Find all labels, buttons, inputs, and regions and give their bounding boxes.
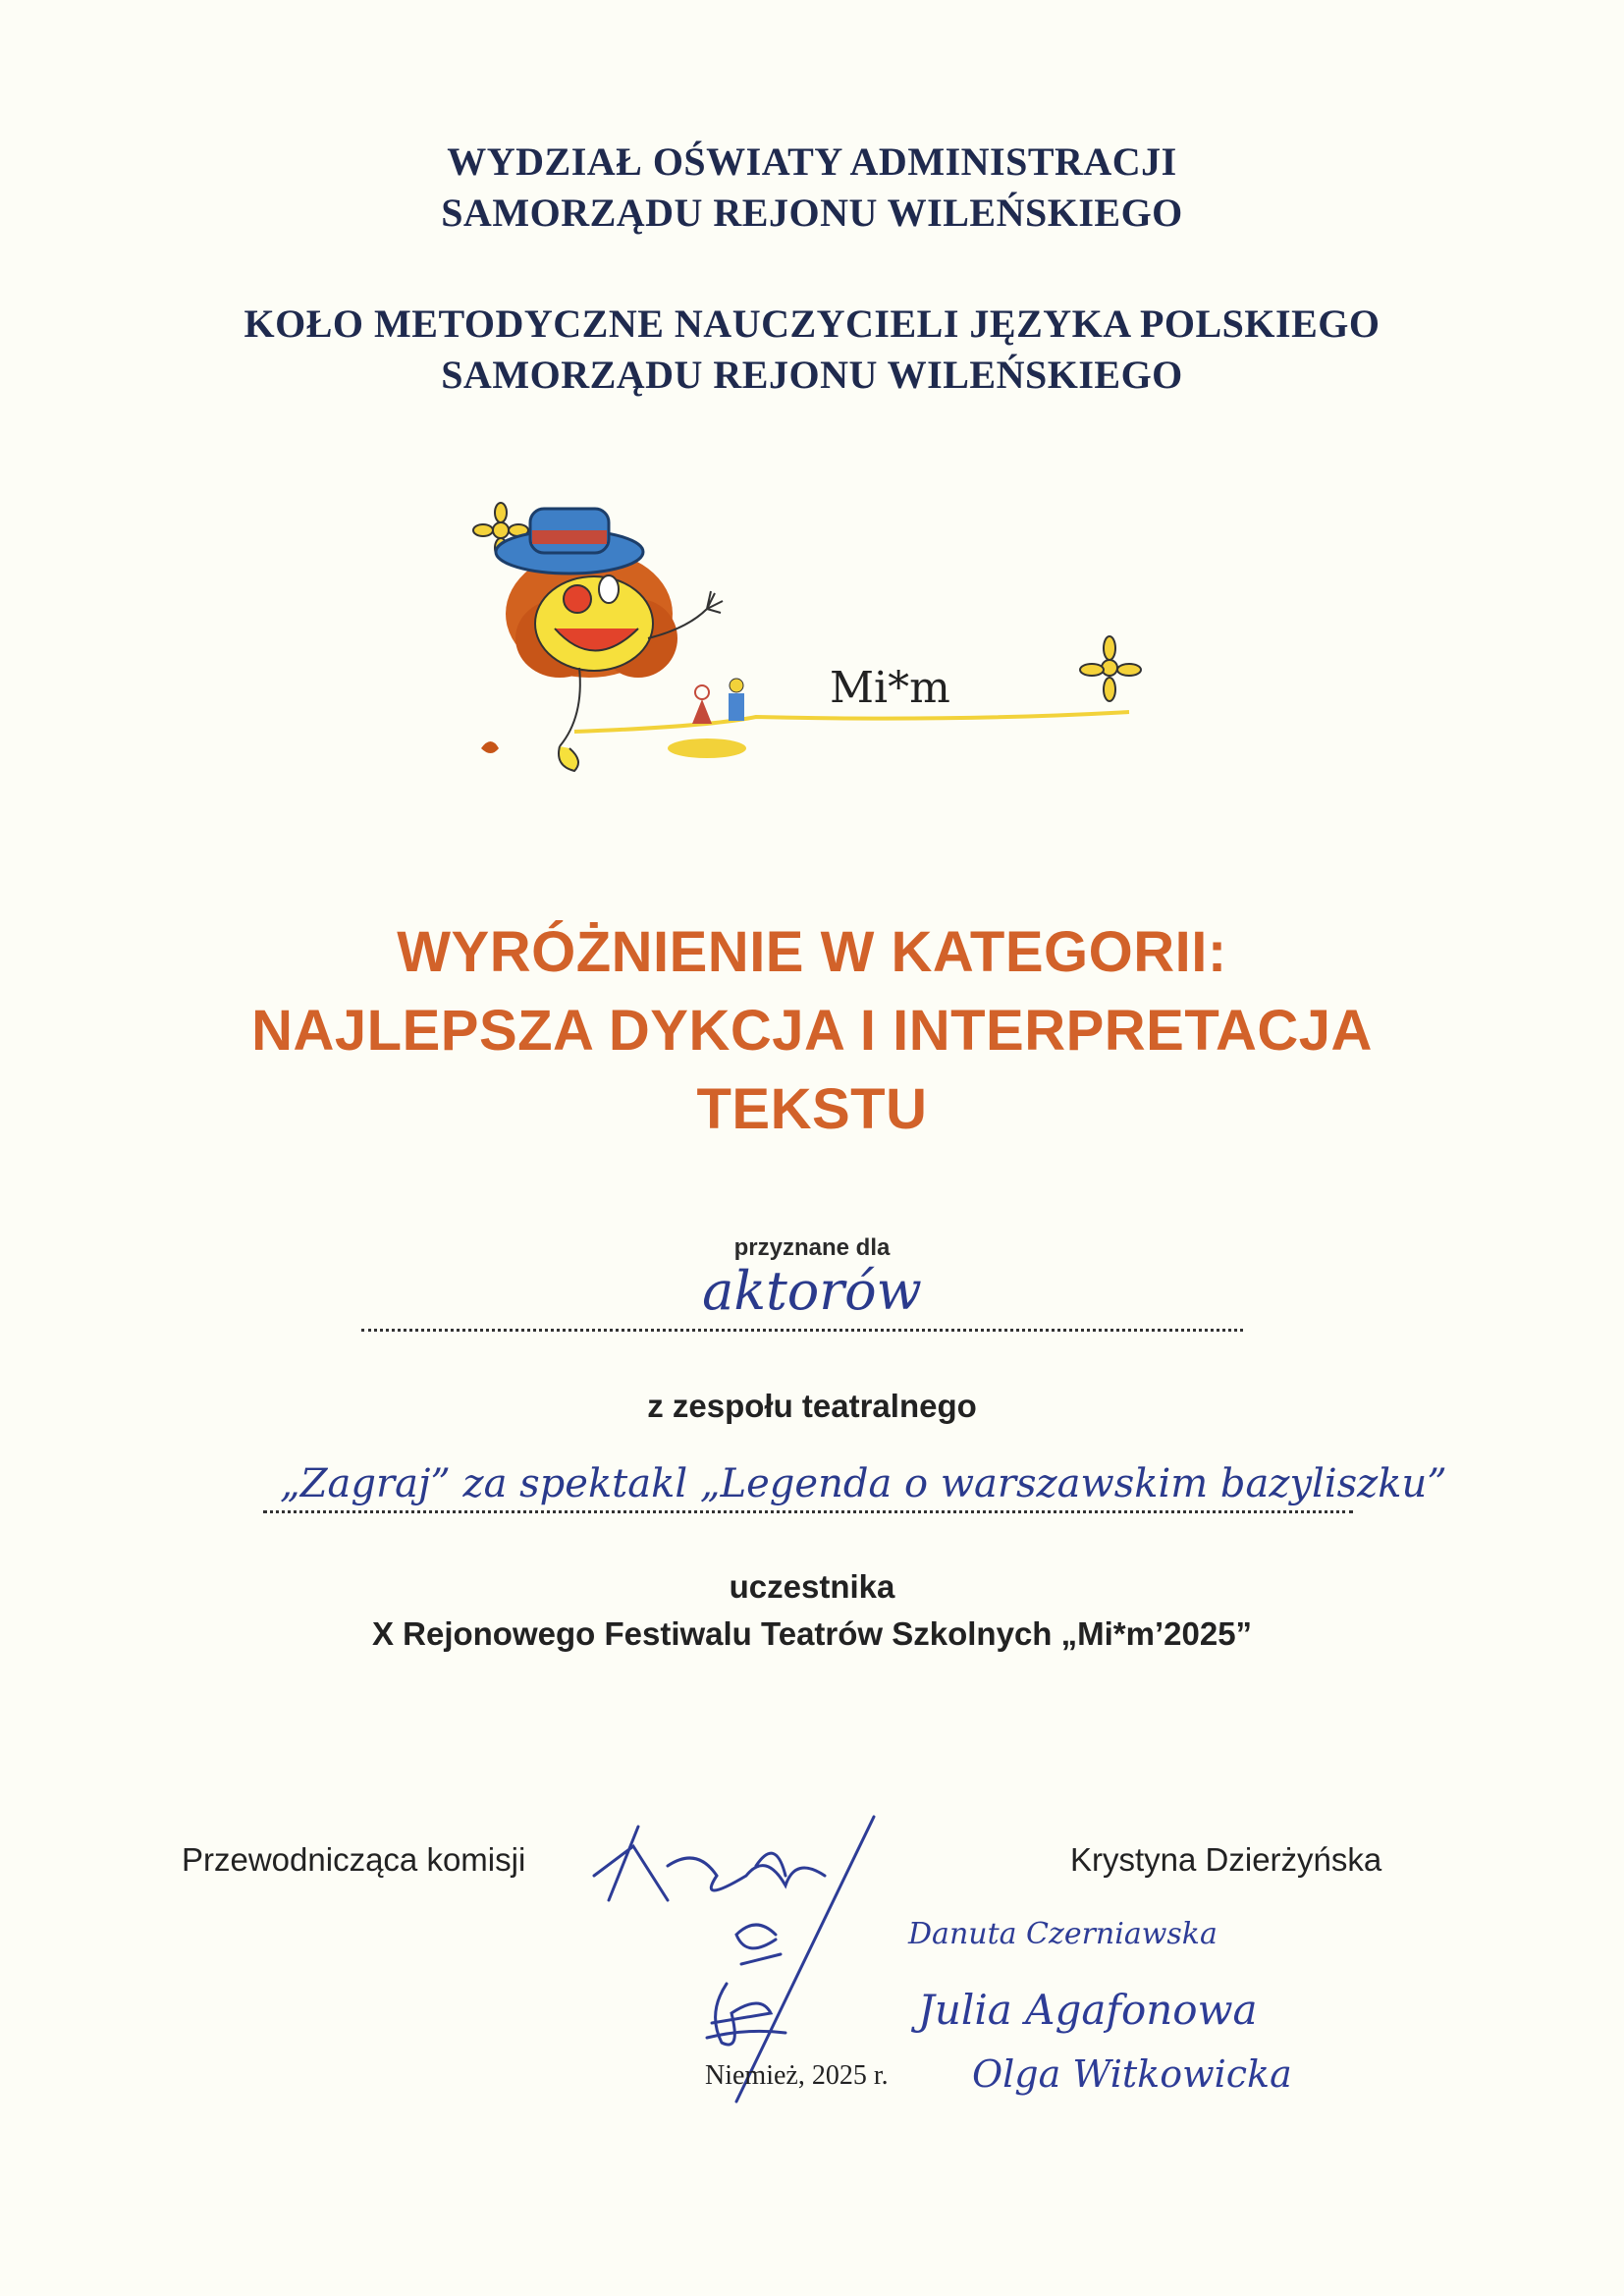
participant-label: uczestnika [729,1568,895,1605]
member-signature-3: Olga Witkowicka [972,2052,1292,2096]
award-title-line-3: TEKSTU [696,1077,928,1141]
festival-name: X Rejonowego Festiwalu Teatrów Szkolnych „Mi*m’2025” [371,1615,1253,1652]
group-handwritten: „Zagraj” za spektakl „Legenda o warszawskim bazyliszku” [280,1461,1447,1506]
member-signature-2: Julia Agafonowa [918,1986,1258,2034]
chair-label: Przewodnicząca komisji [182,1841,526,1878]
clown-mascot-icon [461,491,1168,786]
granted-to-label: przyznane dla [733,1234,891,1261]
header-line-4: SAMORZĄDU REJONU WILEŃSKIEGO [441,353,1183,397]
logo-text: Mi*m [830,663,950,713]
award-title-line-2: NAJLEPSZA DYKCJA I INTERPRETACJA [251,999,1373,1063]
recipient-handwritten: aktorów [702,1260,922,1322]
chair-name: Krystyna Dzierżyńska [1070,1841,1382,1878]
header-line-1: WYDZIAŁ OŚWIATY ADMINISTRACJI [447,139,1177,184]
header-line-2: SAMORZĄDU REJONU WILEŃSKIEGO [441,191,1183,235]
member-signature-1: Danuta Czerniawska [908,1917,1218,1951]
recipient-dotted-line [361,1329,1243,1332]
group-dotted-line [263,1510,1353,1513]
group-label: z zespołu teatralnego [647,1388,977,1424]
festival-logo [461,491,1168,786]
header-line-3: KOŁO METODYCZNE NAUCZYCIELI JĘZYKA POLSKIEGO [244,301,1380,346]
award-title-line-1: WYRÓŻNIENIE W KATEGORII: [397,920,1227,984]
place-date: Niemież, 2025 r. [705,2060,889,2091]
